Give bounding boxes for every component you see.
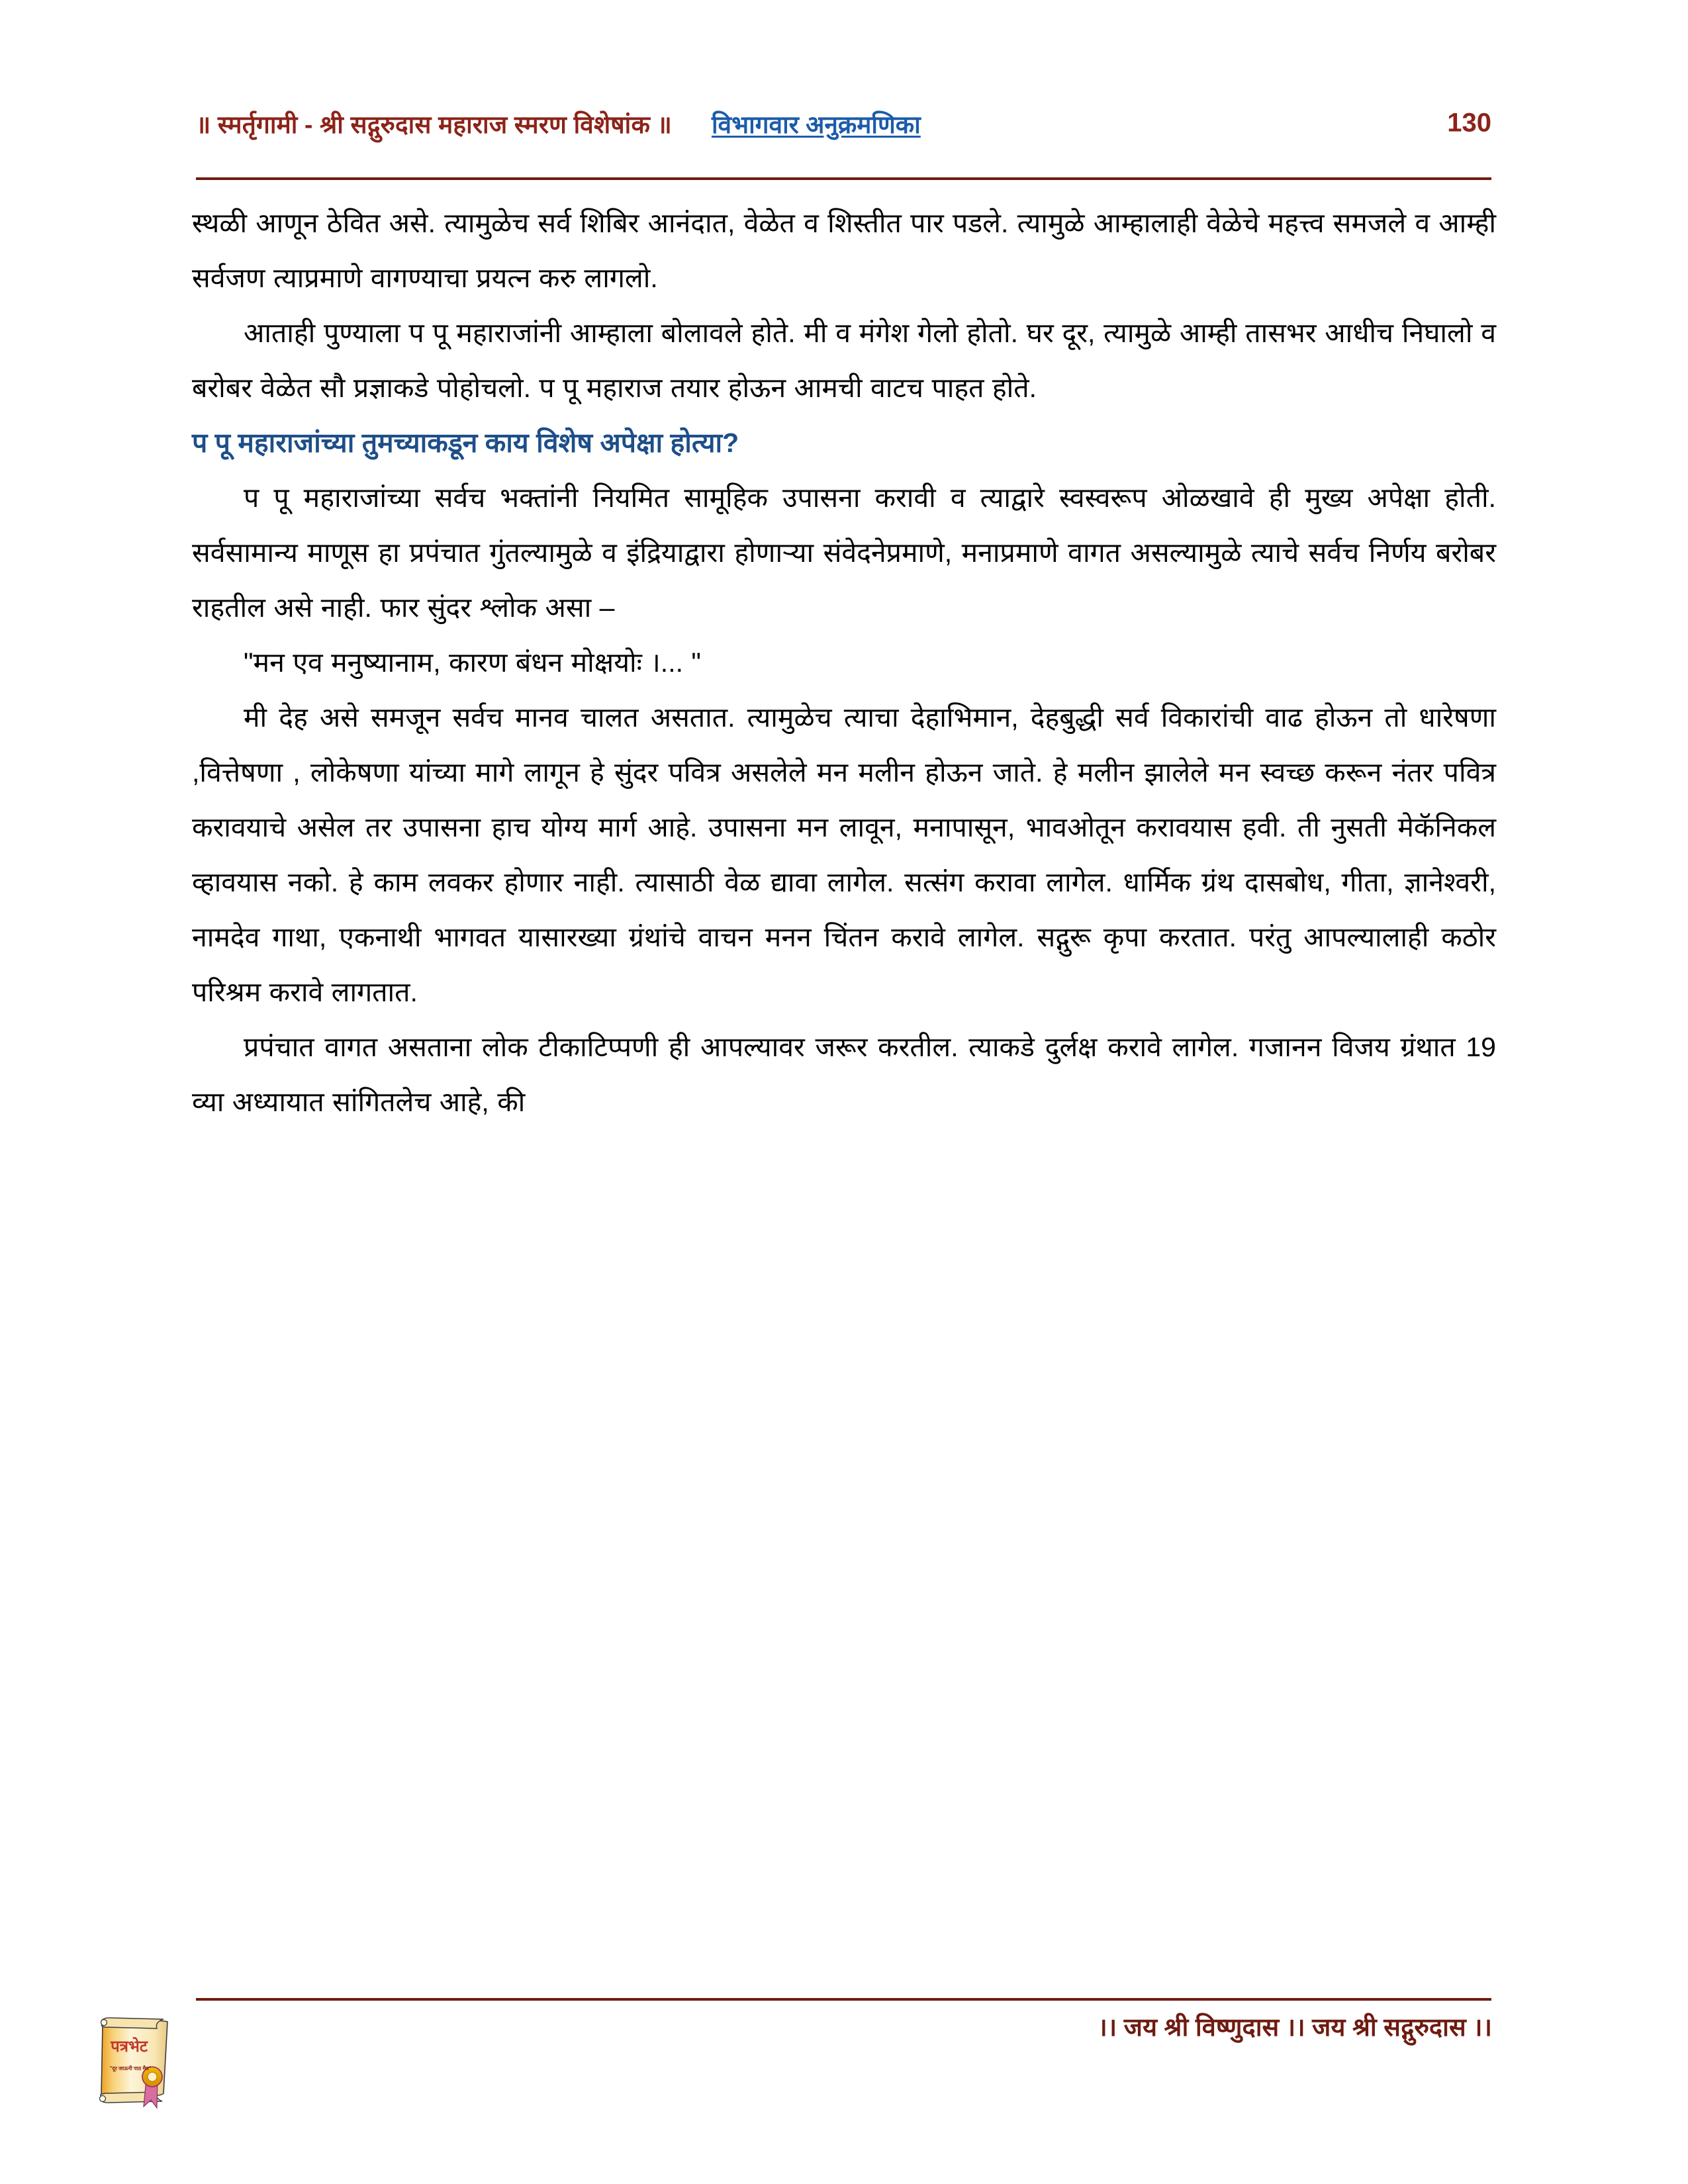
footer-blessing: ।। जय श्री विष्णुदास ।। जय श्री सद्गुरुदास ।।: [1098, 2014, 1492, 2042]
scroll-icon: [83, 2015, 195, 2131]
index-link[interactable]: विभागवार अनुक्रमणिका: [711, 111, 921, 138]
page-number: 130: [1447, 108, 1491, 138]
paragraph-3: प पू महाराजांच्या सर्वच भक्तांनी नियमित सामूहिक उपासना करावी व त्याद्वारे स्वस्वरूप ओळखावे ही मुख्य अपेक्षा होती. सर्वसामान्य माणूस हा प्रपंचात गुंतल्यामुळे व इंद्रियाद्वारा होणाऱ्या संवेदनेप्रमाणे, मनाप्रमाणे वागत असल्यामुळे त्याचे सर्वच निर्णय बरोबर राहतील असे नाही. फार सुंदर श्लोक असा –: [192, 482, 1496, 623]
logo-name: पत्रभेट: [111, 2038, 148, 2056]
page-header: [196, 93, 1491, 154]
patrabhet-logo[interactable]: [83, 2015, 195, 2131]
footer-divider: [196, 1998, 1491, 2001]
paragraph-6: प्रपंचात वागत असताना लोक टीकाटिप्पणी ही आपल्यावर जरूर करतील. त्याकडे दुर्लक्ष करावे लागेल. गजानन विजय ग्रंथात 19 व्या अध्यायात सांगितलेच आहे, की: [192, 1032, 1496, 1117]
page-content: [192, 196, 1496, 1130]
question-heading: प पू महाराजांच्या तुमच्याकडून काय विशेष अपेक्षा होत्या?: [192, 428, 739, 458]
paragraph-5: मी देह असे समजून सर्वच मानव चालत असतात. त्यामुळेच त्याचा देहाभिमान, देहबुद्धी सर्व विकारांची वाढ होऊन तो धारेषणा ,वित्तेषणा , लोकेषणा यांच्या मागे लागून हे सुंदर पवित्र असलेले मन मलीन होऊन जाते. हे मलीन झालेले मन स्वच्छ करून नंतर पवित्र करावयाचे असेल तर उपासना हाच योग्य मार्ग आहे. उपासना मन लावून, मनापासून, भावओतून करावयास हवी. ती नुसती मेकॅनिकल व्हावयास नको. हे काम लवकर होणार नाही. त्यासाठी वेळ द्यावा लागेल. सत्संग करावा लागेल. धार्मिक ग्रंथ दासबोध, गीता, ज्ञानेश्वरी, नामदेव गाथा, एकनाथी भागवत यासारख्या ग्रंथांचे वाचन मनन चिंतन करावे लागेल. सद्गुरू कृपा करतात. परंतु आपल्यालाही कठोर परिश्रम करावे लागतात.: [192, 702, 1496, 1007]
paragraph-2: आताही पुण्याला प पू महाराजांनी आम्हाला बोलावले होते. मी व मंगेश गेलो होतो. घर दूर, त्यामुळे आम्ही तासभर आधीच निघालो व बरोबर वेळेत सौ प्रज्ञाकडे पोहोचलो. प पू महाराज तयार होऊन आमची वाटच पाहत होते.: [192, 318, 1496, 403]
header-index-link-wrap: [712, 107, 921, 140]
header-divider: [196, 177, 1491, 180]
paragraph-1: स्थळी आणून ठेवित असे. त्यामुळेच सर्व शिबिर आनंदात, वेळेत व शिस्तीत पार पडले. त्यामुळे आम्हालाही वेळेचे महत्त्व समजले व आम्ही सर्वजण त्याप्रमाणे वागण्याचा प्रयत्न करु लागलो.: [192, 208, 1496, 293]
header-title: ॥ स्मर्तृगामी - श्री सद्गुरुदास महाराज स्मरण विशेषांक ॥: [196, 111, 672, 138]
logo-tagline: "दूर जाऊनी पाठ मैत्र": [109, 2066, 152, 2071]
shloka-quote: "मन एव मनुष्यानाम, कारण बंधन मोक्षयोः ।... ": [244, 647, 701, 678]
